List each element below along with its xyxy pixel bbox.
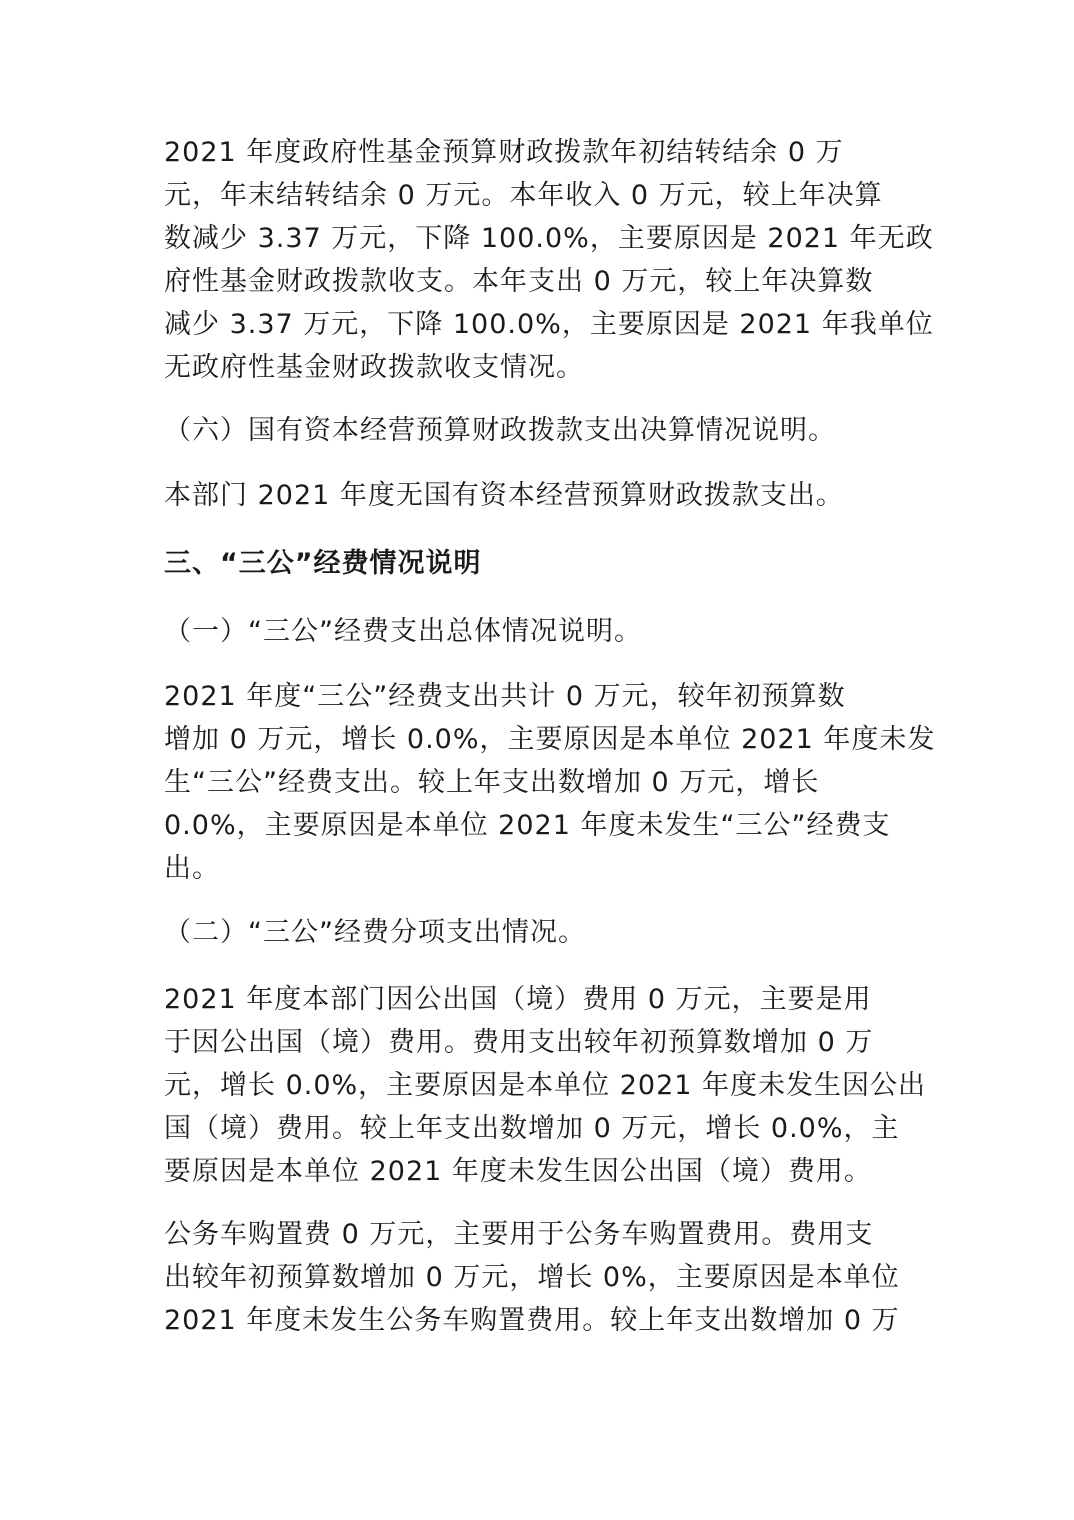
text-line: 0.0%，主要原因是本单位 2021 年度未发生“三公”经费支: [164, 810, 891, 841]
text-line: 生“三公”经费支出。较上年支出数增加 0 万元，增长: [164, 767, 820, 798]
text-line: 2021 年度未发生公务车购置费用。较上年支出数增加 0 万: [164, 1305, 900, 1336]
text-line: 要原因是本单位 2021 年度未发生因公出国（境）费用。: [164, 1156, 872, 1187]
text-line: 2021 年度政府性基金预算财政拨款年初结转结余 0 万: [164, 137, 844, 168]
section-heading-text: 三、“三公”经费情况说明: [164, 548, 482, 579]
text-line: 公务车购置费 0 万元，主要用于公务车购置费用。费用支: [164, 1219, 874, 1250]
text-line: 本部门 2021 年度无国有资本经营预算财政拨款支出。: [164, 480, 844, 511]
text-line: 元，年末结转结余 0 万元。本年收入 0 万元，较上年决算: [164, 180, 883, 211]
subheading-text: （二）“三公”经费分项支出情况。: [164, 917, 586, 948]
text-line: 2021 年度“三公”经费支出共计 0 万元，较年初预算数: [164, 681, 846, 712]
text-line: 减少 3.37 万元，下降 100.0%，主要原因是 2021 年我单位: [164, 309, 934, 340]
subheading-overall: [164, 610, 894, 653]
text-line: 出。: [164, 853, 220, 884]
text-line: 出较年初预算数增加 0 万元，增长 0%，主要原因是本单位: [164, 1262, 900, 1293]
text-line: 数减少 3.37 万元，下降 100.0%，主要原因是 2021 年无政: [164, 223, 934, 254]
text-line: 于因公出国（境）费用。费用支出较年初预算数增加 0 万: [164, 1027, 874, 1058]
paragraph-overseas-travel: [164, 978, 927, 1193]
text-line: 2021 年度本部门因公出国（境）费用 0 万元，主要是用: [164, 984, 872, 1015]
paragraph-three-public-overall: [164, 675, 936, 890]
text-line: 元，增长 0.0%，主要原因是本单位 2021 年度未发生因公出: [164, 1070, 927, 1101]
text-line: 府性基金财政拨款收支。本年支出 0 万元，较上年决算数: [164, 266, 874, 297]
subheading-text: （一）“三公”经费支出总体情况说明。: [164, 616, 642, 647]
subheading-itemized: [164, 911, 894, 954]
subheading-state-capital: [164, 409, 894, 452]
section-heading-three-public: [164, 542, 894, 585]
subheading-text: （六）国有资本经营预算财政拨款支出决算情况说明。: [164, 415, 836, 446]
paragraph-government-fund: [164, 131, 934, 389]
text-line: 增加 0 万元，增长 0.0%，主要原因是本单位 2021 年度未发: [164, 724, 936, 755]
text-line: 无政府性基金财政拨款收支情况。: [164, 352, 584, 383]
paragraph-vehicle-purchase: [164, 1213, 900, 1342]
text-line: 国（境）费用。较上年支出数增加 0 万元，增长 0.0%，主: [164, 1113, 900, 1144]
paragraph-state-capital: [164, 474, 894, 517]
